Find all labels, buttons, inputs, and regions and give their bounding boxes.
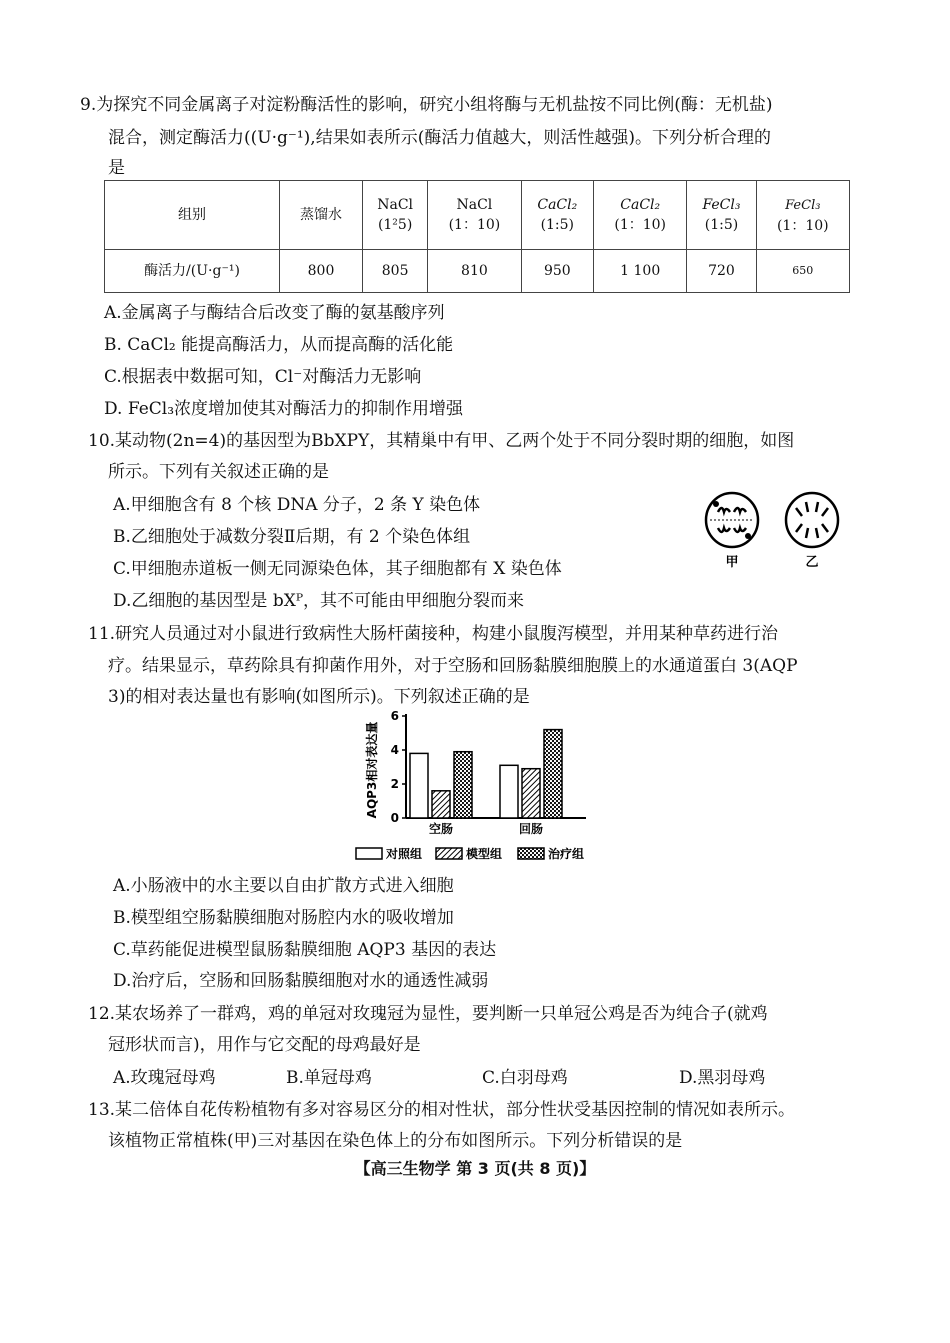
cell-yi-label: 乙 (805, 555, 819, 570)
q9-option-a: A.金属离子与酶结合后改变了酶的氨基酸序列 (104, 303, 445, 323)
table-header-cacl2-1-10: CaCl₂ (1：10) (594, 181, 687, 250)
page-footer: 【高三生物学 第 3 页(共 8 页)】 (354, 1159, 596, 1178)
table-cell: 805 (363, 250, 428, 293)
q11-option-a: A.小肠液中的水主要以自由扩散方式进入细胞 (113, 876, 454, 896)
q10-option-c: C.甲细胞赤道板一侧无同源染色体，其子细胞都有 X 染色体 (113, 559, 562, 579)
chart-bar-模型组 (522, 769, 540, 818)
q9-option-d: D. FeCl₃浓度增加使其对酶活力的抑制作用增强 (104, 399, 464, 419)
chart-y-axis-label: AQP3相对表达量 (365, 721, 379, 819)
q12-option-b: B.单冠母鸡 (286, 1068, 372, 1088)
q9-option-b: B. CaCl₂ 能提高酶活力，从而提高酶的活化能 (104, 335, 454, 355)
table-cell: 950 (521, 250, 593, 293)
chart-bar-模型组 (432, 791, 450, 818)
chart-legend-label: 对照组 (386, 847, 423, 861)
q11-stem-line-3: 3)的相对表达量也有影响(如图所示)。下列叙述正确的是 (108, 687, 530, 707)
table-cell: 810 (428, 250, 521, 293)
q9-stem-line-1: 9.为探究不同金属离子对淀粉酶活性的影响，研究小组将酶与无机盐按不同比例(酶：无机盐) (80, 95, 773, 115)
q13-stem-line-2: 该植物正常植株(甲)三对基因在染色体上的分布如图所示。下列分析错误的是 (108, 1131, 683, 1151)
table-header-nacl-1-5: NaCl (1²5) (363, 181, 428, 250)
q10-option-d: D.乙细胞的基因型是 bXᴾ，其不可能由甲细胞分裂而来 (113, 591, 525, 611)
table-header-group: 组别 (105, 181, 280, 250)
chart-bar-对照组 (500, 765, 518, 818)
chart-legend-swatch (518, 848, 544, 859)
q11-stem-line-1: 11.研究人员通过对小鼠进行致病性大肠杆菌接种，构建小鼠腹泻模型，并用某种草药进行治 (88, 624, 779, 644)
chart-bar-对照组 (410, 753, 428, 818)
chart-y-tick-label: 2 (390, 777, 399, 791)
q11-option-d: D.治疗后，空肠和回肠黏膜细胞对水的通透性减弱 (113, 971, 489, 991)
q11-stem-line-2: 疗。结果显示，草药除具有抑菌作用外，对于空肠和回肠黏膜细胞膜上的水通道蛋白 3(AQP (108, 656, 798, 676)
table-header-nacl-1-10: NaCl (1：10) (428, 181, 521, 250)
q10-stem-line-1: 10.某动物(2n=4)的基因型为BbXPY，其精巢中有甲、乙两个处于不同分裂时期的细胞，如图 (88, 431, 795, 451)
table-header-water: 蒸馏水 (280, 181, 363, 250)
q13-stem-line-1: 13.某二倍体自花传粉植物有多对容易区分的相对性状，部分性状受基因控制的情况如表所示。 (88, 1100, 796, 1120)
chart-bar-治疗组 (544, 730, 562, 818)
q10-option-b: B.乙细胞处于减数分裂Ⅱ后期，有 2 个染色体组 (113, 527, 471, 547)
table-cell: 1 100 (594, 250, 687, 293)
q12-stem-line-2: 冠形状而言)，用作与它交配的母鸡最好是 (108, 1035, 421, 1055)
cell-yi-icon (786, 493, 838, 547)
chart-x-tick-label: 空肠 (428, 822, 454, 836)
table-header-fecl3-1-10: FeCl₃ (1：10) (756, 181, 849, 250)
chart-y-tick-label: 0 (390, 811, 399, 825)
table-header-cacl2-1-5: CaCl₂ (1:5) (521, 181, 593, 250)
enzyme-activity-table (104, 180, 850, 293)
q12-option-a: A.玫瑰冠母鸡 (113, 1068, 216, 1088)
q10-option-a: A.甲细胞含有 8 个核 DNA 分子，2 条 Y 染色体 (113, 495, 481, 515)
chart-x-tick-label: 回肠 (518, 822, 544, 836)
q10-stem-line-2: 所示。下列有关叙述正确的是 (108, 462, 329, 482)
q11-option-b: B.模型组空肠黏膜细胞对肠腔内水的吸收增加 (113, 908, 454, 928)
q12-option-d: D.黑羽母鸡 (679, 1068, 766, 1088)
q12-stem-line-1: 12.某农场养了一群鸡，鸡的单冠对玫瑰冠为显性，要判断一只单冠公鸡是否为纯合子(就鸡 (88, 1004, 768, 1024)
aqp3-bar-chart (350, 706, 610, 866)
table-cell: 650 (756, 250, 849, 293)
chart-y-tick-label: 4 (390, 743, 399, 757)
chart-bar-治疗组 (454, 752, 472, 818)
q9-stem-line-3: 是 (108, 158, 125, 178)
table-row-label: 酶活力/(U·g⁻¹) (105, 250, 280, 293)
cell-division-figure (702, 490, 848, 570)
q9-option-c: C.根据表中数据可知，Cl⁻对酶活力无影响 (104, 367, 422, 387)
cell-jia-icon (706, 493, 758, 547)
chart-legend-label: 模型组 (466, 847, 503, 861)
table-cell: 800 (280, 250, 363, 293)
cell-jia-label: 甲 (725, 555, 739, 570)
table-header-fecl3-1-5: FeCl₃ (1:5) (687, 181, 756, 250)
q11-option-c: C.草药能促进模型鼠肠黏膜细胞 AQP3 基因的表达 (113, 940, 497, 960)
chart-legend-swatch (356, 848, 382, 859)
q12-option-c: C.白羽母鸡 (482, 1068, 568, 1088)
table-cell: 720 (687, 250, 756, 293)
q9-stem-line-2: 混合，测定酶活力((U·g⁻¹),结果如表所示(酶活力值越大，则活性越强)。下列分析合理的 (108, 128, 771, 148)
chart-legend-swatch (436, 848, 462, 859)
chart-y-tick-label: 6 (390, 709, 399, 723)
chart-legend-label: 治疗组 (548, 847, 585, 861)
